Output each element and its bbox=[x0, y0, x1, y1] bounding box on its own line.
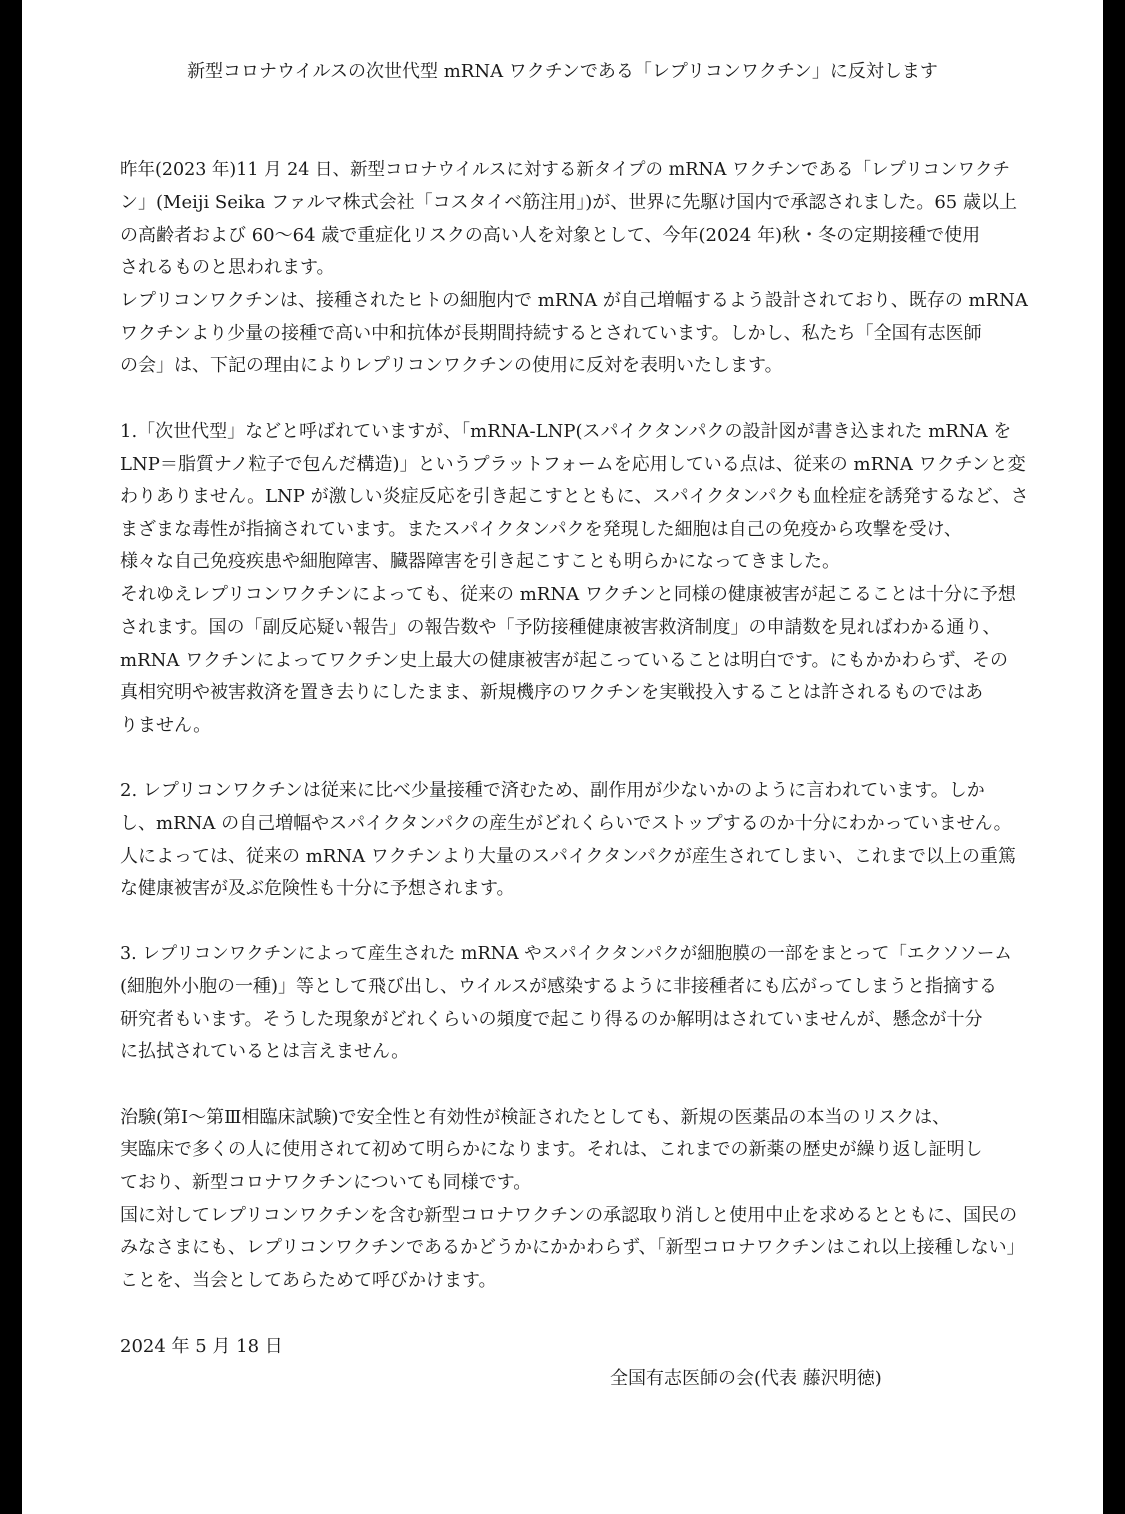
body-line: 2. レプリコンワクチンは従来に比べ少量接種で済むため、副作用が少ないかのように言われています。しか bbox=[120, 780, 985, 801]
body-line: 昨年(2023 年)11 月 24 日、新型コロナウイルスに対する新タイプの mRNA ワクチンである「レプリコンワクチ bbox=[120, 160, 1010, 180]
body-line: りません。 bbox=[120, 715, 212, 736]
body-line: 国に対してレプリコンワクチンを含む新型コロナワクチンの承認取り消しと使用中止を求めるとともに、国民の bbox=[120, 1205, 1018, 1226]
body-line: わりありません。LNP が激しい炎症反応を引き起こすとともに、スパイクタンパクも血栓症を誘発するなど、さ bbox=[120, 486, 1029, 507]
body-line: されます。国の「副反応疑い報告」の報告数や「予防接種健康被害救済制度」の申請数を見ればわかる通り、 bbox=[120, 617, 1001, 638]
body-line: mRNA ワクチンによってワクチン史上最大の健康被害が起こっていることは明白です。にもかかわらず、その bbox=[120, 650, 1009, 671]
body-line: 1.「次世代型」などと呼ばれていますが、「mRNA-LNP(スパイクタンパクの設計図が書き込まれた mRNA を bbox=[120, 421, 1012, 442]
document-signature: 全国有志医師の会(代表 藤沢明徳) bbox=[610, 1368, 882, 1389]
body-line: ワクチンより少量の接種で高い中和抗体が長期間持続するとされています。しかし、私たち「全国有志医師 bbox=[120, 323, 982, 344]
body-line: みなさまにも、レプリコンワクチンであるかどうかにかかわらず、「新型コロナワクチンはこれ以上接種しない」 bbox=[120, 1237, 1025, 1258]
body-line: の高齢者および 60〜64 歳で重症化リスクの高い人を対象として、今年(2024 年)秋・冬の定期接種で使用 bbox=[120, 225, 981, 246]
document-date: 2024 年 5 月 18 日 bbox=[120, 1336, 283, 1357]
body-line: の会」は、下記の理由によりレプリコンワクチンの使用に反対を表明いたします。 bbox=[120, 355, 783, 376]
body-line: 3. レプリコンワクチンによって産生された mRNA やスパイクタンパクが細胞膜の一部をまとって「エクソソーム bbox=[120, 944, 1012, 964]
body-line: 研究者もいます。そうした現象がどれくらいの頻度で起こり得るのか解明はされていませんが、懸念が十分 bbox=[120, 1009, 983, 1030]
body-line: レプリコンワクチンは、接種されたヒトの細胞内で mRNA が自己増幅するよう設計されており、既存の mRNA bbox=[120, 290, 1028, 311]
document-title: 新型コロナウイルスの次世代型 mRNA ワクチンである「レプリコンワクチン」に反対します bbox=[187, 61, 938, 82]
body-line: 人によっては、従来の mRNA ワクチンより大量のスパイクタンパクが産生されてしまい、これまで以上の重篤 bbox=[120, 846, 1016, 867]
body-line: 実臨床で多くの人に使用されて初めて明らかになります。それは、これまでの新薬の歴史が繰り返し証明し bbox=[120, 1139, 983, 1160]
body-line: ン」(Meiji Seika ファルマ株式会社「コスタイベ筋注用」)が、世界に先駆け国内で承認されました。65 歳以上 bbox=[120, 192, 1017, 213]
body-line: し、mRNA の自己増幅やスパイクタンパクの産生がどれくらいでストップするのか十分にわかっていません。 bbox=[120, 813, 1012, 834]
body-line: それゆえレプリコンワクチンによっても、従来の mRNA ワクチンと同様の健康被害が起こることは十分に予想 bbox=[120, 584, 1016, 605]
body-line: に払拭されているとは言えません。 bbox=[120, 1041, 410, 1062]
body-line: 様々な自己免疫疾患や細胞障害、臓器障害を引き起こすことも明らかになってきました。 bbox=[120, 551, 840, 572]
body-line: 治験(第Ⅰ〜第Ⅲ相臨床試験)で安全性と有効性が検証されたとしても、新規の医薬品の本当のリスクは、 bbox=[120, 1107, 951, 1128]
document-page bbox=[22, 0, 1103, 1514]
body-line: な健康被害が及ぶ危険性も十分に予想されます。 bbox=[120, 878, 515, 899]
body-line: まざまな毒性が指摘されています。またスパイクタンパクを発現した細胞は自己の免疫から攻撃を受け、 bbox=[120, 519, 962, 540]
body-line: LNP＝脂質ナノ粒子で包んだ構造)」というプラットフォームを応用している点は、従来の mRNA ワクチンと変 bbox=[120, 454, 1026, 475]
body-line: (細胞外小胞の一種)」等として飛び出し、ウイルスが感染するように非接種者にも広がってしまうと指摘する bbox=[120, 976, 997, 997]
body-line: ており、新型コロナワクチンについても同様です。 bbox=[120, 1172, 532, 1193]
body-line: ことを、当会としてあらためて呼びかけます。 bbox=[120, 1270, 497, 1291]
body-line: 真相究明や被害救済を置き去りにしたまま、新規機序のワクチンを実戦投入することは許されるものではあ bbox=[120, 682, 984, 703]
body-line: されるものと思われます。 bbox=[120, 257, 335, 278]
